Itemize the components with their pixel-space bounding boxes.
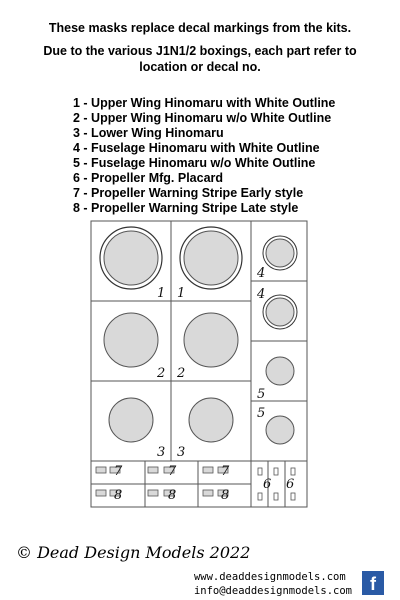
hinomaru-1a bbox=[100, 227, 162, 289]
hinomaru-3a bbox=[109, 398, 153, 442]
num-8a: 8 bbox=[114, 488, 123, 503]
copyright-text: © Dead Design Models 2022 bbox=[16, 543, 251, 562]
num-1b: 1 bbox=[177, 286, 186, 301]
hinomaru-2b bbox=[184, 313, 238, 367]
legend-item: 7 - Propeller Warning Stripe Early style bbox=[73, 186, 304, 200]
intro-line-2b: location or decal no. bbox=[139, 60, 261, 74]
legend-item: 2 - Upper Wing Hinomaru w/o White Outline bbox=[73, 111, 332, 125]
legend-item: 4 - Fuselage Hinomaru with White Outline bbox=[73, 141, 320, 155]
num-1a: 1 bbox=[157, 286, 166, 301]
hinomaru-5a bbox=[266, 357, 294, 385]
num-4b: 4 bbox=[257, 287, 266, 302]
num-5a: 5 bbox=[257, 387, 266, 402]
facebook-icon[interactable]: f bbox=[362, 571, 384, 595]
num-7a: 7 bbox=[114, 464, 123, 479]
hinomaru-4a bbox=[263, 236, 297, 270]
website-link[interactable]: www.deaddesignmodels.com bbox=[193, 571, 346, 583]
num-8b: 8 bbox=[168, 488, 177, 503]
num-8c: 8 bbox=[221, 488, 230, 503]
hinomaru-1b bbox=[180, 227, 242, 289]
num-3b: 3 bbox=[177, 445, 186, 460]
num-5b: 5 bbox=[257, 406, 266, 421]
email-link[interactable]: info@deaddesignmodels.com bbox=[193, 585, 352, 597]
num-6a: 6 bbox=[263, 477, 272, 492]
hinomaru-3b bbox=[189, 398, 233, 442]
hinomaru-5b bbox=[266, 416, 294, 444]
num-7b: 7 bbox=[168, 464, 177, 479]
num-6b: 6 bbox=[286, 477, 295, 492]
num-4a: 4 bbox=[257, 266, 266, 281]
legend-item: 6 - Propeller Mfg. Placard bbox=[73, 171, 224, 185]
num-2b: 2 bbox=[177, 366, 186, 381]
intro-line-1: These masks replace decal markings from the kits. bbox=[48, 21, 352, 35]
num-2a: 2 bbox=[157, 366, 166, 381]
legend-item: 5 - Fuselage Hinomaru w/o White Outline bbox=[73, 156, 316, 170]
legend-item: 1 - Upper Wing Hinomaru with White Outline bbox=[73, 96, 336, 110]
contact-block bbox=[194, 570, 352, 598]
hinomaru-2a bbox=[104, 313, 158, 367]
num-3a: 3 bbox=[157, 445, 166, 460]
legend-item: 8 - Propeller Warning Stripe Late style bbox=[73, 201, 299, 215]
intro-line-2a: Due to the various J1N1/2 boxings, each part refer to bbox=[43, 44, 357, 58]
legend-item: 3 - Lower Wing Hinomaru bbox=[73, 126, 224, 140]
num-7c: 7 bbox=[221, 464, 230, 479]
hinomaru-4b bbox=[263, 295, 297, 329]
